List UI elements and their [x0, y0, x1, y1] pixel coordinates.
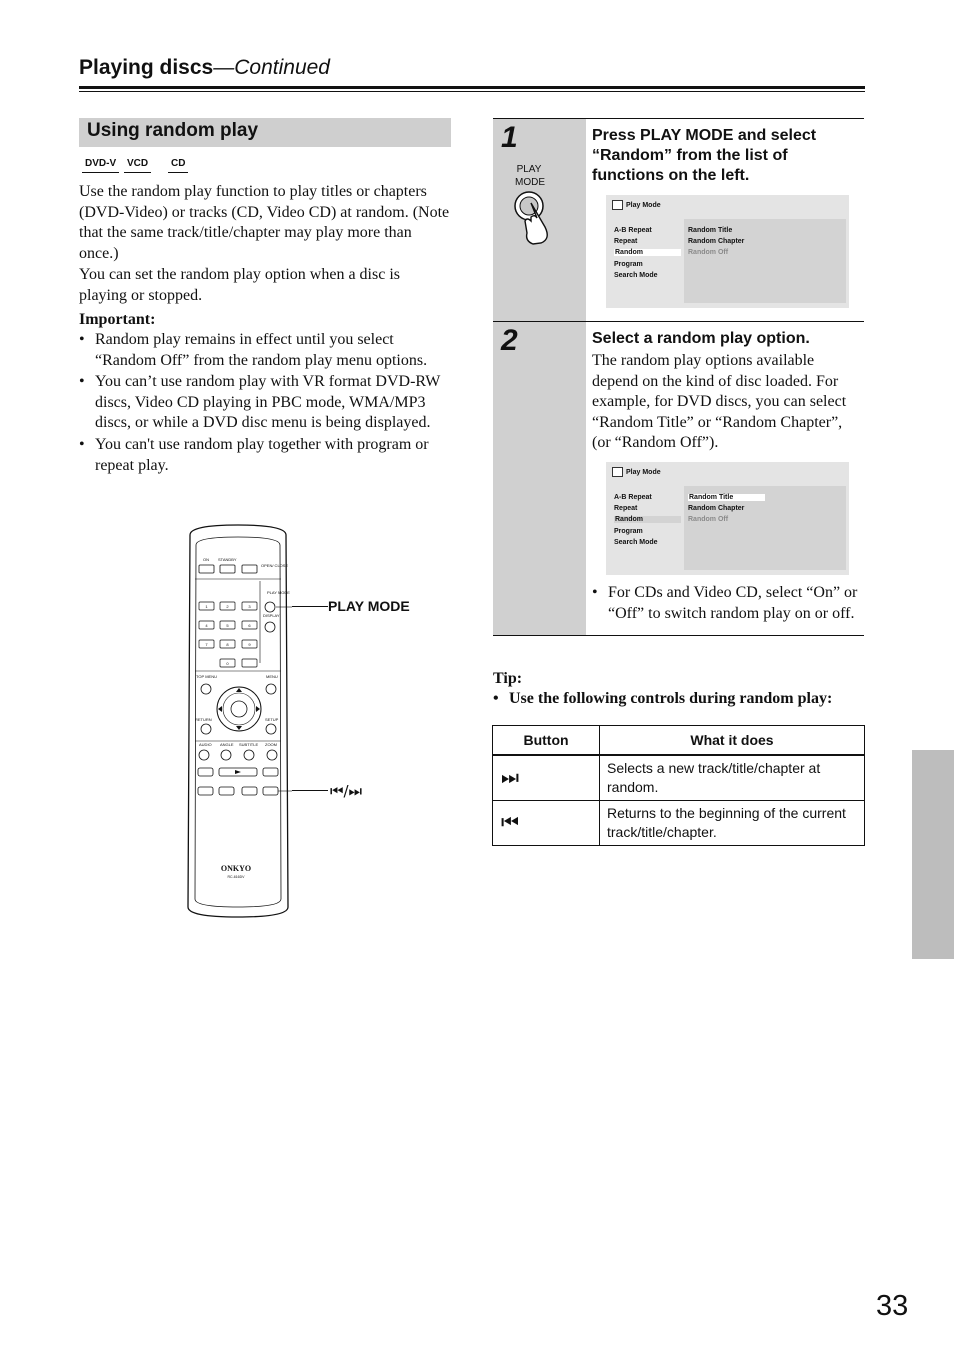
play-mode-callout-line [292, 606, 328, 607]
option-random-title: Random Title [688, 227, 733, 234]
header-rule [79, 86, 865, 89]
menu-item-ab-repeat: A-B Repeat [614, 494, 652, 501]
table-cell-desc: Returns to the beginning of the current track/title/chapter. [600, 801, 865, 846]
intro-paragraph-1: Use the random play function to play titles or chapters (DVD-Video) or tracks (CD, Video CD) at random. (Note that the same track/title/chapter may play more than once.) [79, 183, 450, 262]
chapter-side-tab [912, 750, 954, 959]
tip-heading: Tip: [493, 670, 523, 687]
important-bullet-3: • You can't use random play together with program or repeat play. [79, 436, 429, 474]
option-random-off: Random Off [688, 516, 729, 523]
step-2-note: • For CDs and Video CD, select “On” or “Off” to switch random play on or off. [592, 584, 858, 622]
play-mode-callout: PLAY MODE [328, 598, 410, 614]
menu-item-repeat: Repeat [614, 238, 638, 245]
menu-item-ab-repeat: A-B Repeat [614, 227, 652, 234]
step-2-number: 2 [501, 324, 518, 357]
option-random-chapter: Random Chapter [688, 238, 745, 245]
section-title: Using random play [87, 120, 259, 141]
important-bullet-1: • Random play remains in effect until you select “Random Off” from the random play menu options. [79, 331, 428, 369]
table-row [493, 755, 865, 801]
remote-menu-label: MENU [266, 674, 278, 679]
remote-key: 1 [205, 604, 208, 609]
remote-play-mode-button [265, 602, 275, 612]
remote-control-illustration [184, 523, 292, 919]
remote-return-label: RETURN [195, 717, 212, 722]
screen-title: Play Mode [612, 200, 661, 210]
remote-setup-label: SETUP [265, 717, 279, 722]
remote-standby-label: STANDBY [218, 557, 237, 562]
menu-item-search-mode: Search Mode [614, 272, 658, 279]
next-track-icon: ⏭ [493, 755, 600, 801]
page-header [79, 56, 330, 80]
step-1 [493, 118, 864, 322]
menu-item-search-mode: Search Mode [614, 539, 658, 546]
skip-callout-line [292, 790, 328, 791]
intro-paragraph-2: You can set the random play option when a disc is playing or stopped. [79, 266, 400, 304]
cd-badge: CD [168, 157, 188, 173]
menu-item-repeat: Repeat [614, 505, 638, 512]
step-2 [493, 321, 864, 636]
step-2-heading: Select a random play option. [592, 330, 810, 347]
play-mode-icon-label: PLAY MODE [515, 164, 545, 188]
step-2-text: The random play options available depend on the kind of disc loaded. For example, for DVD discs, you can select “Random Title” or “Random Chapter”, (or “Random Off”). [592, 352, 847, 451]
header-continued: —Continued [213, 56, 330, 79]
page-number: 33 [876, 1290, 909, 1322]
table-cell-desc: Selects a new track/title/chapter at random. [600, 755, 865, 801]
remote-display-label: DISPLAY [263, 613, 280, 618]
menu-item-program: Program [614, 528, 643, 535]
menu-item-random: Random [614, 249, 681, 256]
table-header-row [493, 726, 865, 756]
previous-track-icon: ⏮ [493, 801, 600, 846]
step-2-band [493, 322, 586, 635]
remote-audio-label: AUDIO [199, 742, 212, 747]
important-heading: Important: [79, 311, 156, 328]
remote-subtitle-label: SUBTITLE [239, 742, 259, 747]
dvd-video-badge: DVD-V [82, 157, 119, 173]
remote-key: 7 [205, 642, 208, 647]
remote-key: 4 [205, 623, 208, 628]
remote-open-close-label: OPEN/ CLOSE [261, 563, 289, 568]
table-header-what-it-does: What it does [600, 726, 865, 756]
remote-key: 9 [248, 642, 251, 647]
disc-menu-icon [612, 467, 623, 477]
remote-on-label: ON [203, 557, 209, 562]
menu-item-program: Program [614, 261, 643, 268]
important-bullet-2: • You can’t use random play with VR format DVD-RW discs, Video CD playing in PBC mode, WMA/MP3 discs, or while a DVD disc menu is being displayed. [79, 373, 441, 431]
remote-key: 3 [248, 604, 251, 609]
disc-menu-icon [612, 200, 623, 210]
step-1-number: 1 [501, 121, 518, 154]
option-random-title: Random Title [688, 494, 765, 501]
header-title: Playing discs [79, 56, 214, 79]
option-random-off: Random Off [688, 249, 729, 256]
finger-press-button-icon [511, 189, 567, 245]
step-1-heading: Press PLAY MODE and select “Random” from the list of functions on the left. [592, 127, 817, 184]
header-rule-thin [79, 91, 865, 92]
vcd-badge: VCD [124, 157, 151, 173]
remote-key: 5 [226, 623, 229, 628]
menu-item-random: Random [614, 516, 681, 523]
option-random-chapter: Random Chapter [688, 505, 745, 512]
remote-brand-logo: ONKYO [220, 864, 252, 873]
step-1-screen [606, 195, 849, 308]
remote-zoom-label: ZOOM [265, 742, 277, 747]
table-row [493, 801, 865, 846]
remote-key: 6 [248, 623, 251, 628]
remote-play-mode-label: PLAY MODE [267, 590, 290, 595]
skip-callout: ⏮/⏭ [330, 782, 363, 800]
controls-table [492, 725, 865, 846]
screen-title: Play Mode [612, 467, 661, 477]
remote-key: 8 [226, 642, 229, 647]
remote-top-menu-label: TOP MENU [196, 674, 217, 679]
tip-bullet: • Use the following controls during random play: [493, 690, 833, 707]
table-header-button: Button [493, 726, 600, 756]
remote-key: 2 [226, 604, 229, 609]
remote-key: 0 [226, 661, 229, 666]
remote-angle-label: ANGLE [220, 742, 234, 747]
remote-model-label: RC-616DV [227, 875, 245, 879]
step-2-screen [606, 462, 849, 575]
